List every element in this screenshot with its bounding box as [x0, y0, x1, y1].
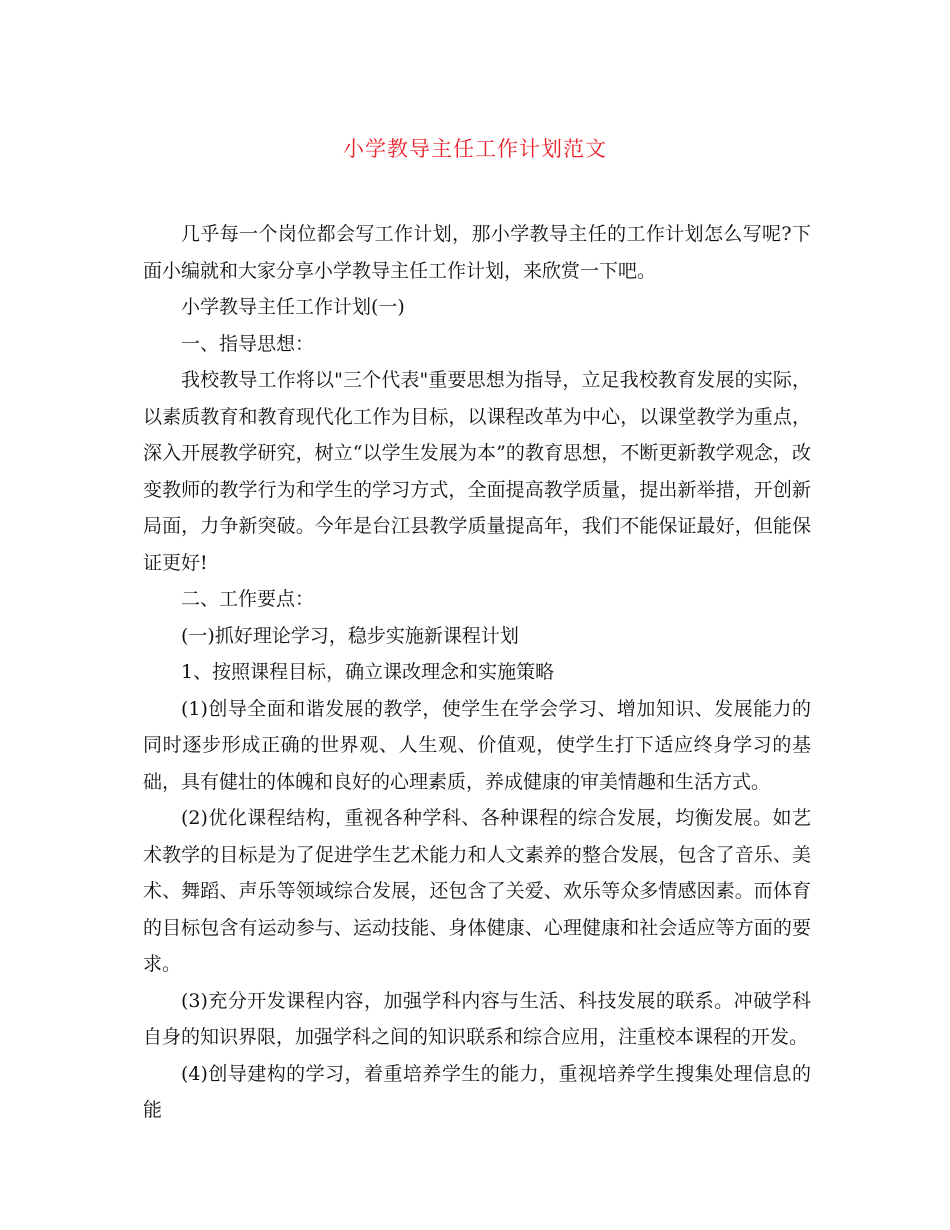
section-heading-plan-one: 小学教导主任工作计划(一) [181, 296, 405, 318]
document-title: 小学教导主任工作计划范文 [343, 137, 607, 161]
paragraph-point-4: (4)创导建构的学习，着重培养学生的能力，重视培养学生搜集处理信息的能 [143, 1062, 811, 1121]
heading-guiding-ideology: 一、指导思想： [181, 332, 315, 355]
document-body [143, 216, 811, 1129]
paragraph-intro: 几乎每一个岗位都会写工作计划，那小学教导主任的工作计划怎么写呢?下面小编就和大家分享小学教导主任工作计划，来欣赏一下吧。 [143, 223, 811, 282]
subheading-theory-study: (一)抓好理论学习，稳步实施新课程计划 [181, 624, 519, 647]
paragraph-guiding-ideology: 我校教导工作将以"三个代表"重要思想为指导，立足我校教育发展的实际，以素质教育和教育现代化工作为目标，以课程改革为中心，以课堂教学为重点，深入开展教学研究，树立“以学生发展为本”的教育思想，不断更新教学观念，改变教师的教学行为和学生的学习方式，全面提高教学质量，提出新举措，开创新局面，力争新突破。今年是台江县教学质量提高年，我们不能保证最好，但能保证更好! [143, 369, 811, 574]
heading-work-points: 二、工作要点： [181, 588, 315, 610]
item-curriculum-goals: 1、按照课程目标，确立课改理念和实施策略 [181, 661, 555, 683]
paragraph-point-1: (1)创导全面和谐发展的教学，使学生在学会学习、增加知识、发展能力的同时逐步形成正确的世界观、人生观、价值观，使学生打下适应终身学习的基础，具有健壮的体魄和良好的心理素质，养成健康的审美情趣和生活方式。 [143, 697, 811, 793]
paragraph-point-2: (2)优化课程结构，重视各种学科、各种课程的综合发展，均衡发展。如艺术教学的目标是为了促进学生艺术能力和人文素养的整合发展，包含了音乐、美术、舞蹈、声乐等领域综合发展，还包含了关爱、欢乐等众多情感因素。而体育的目标包含有运动参与、运动技能、身体健康、心理健康和社会适应等方面的要求。 [143, 807, 811, 975]
paragraph-point-3: (3)充分开发课程内容，加强学科内容与生活、科技发展的联系。冲破学科自身的知识界限，加强学科之间的知识联系和综合应用，注重校本课程的开发。 [143, 989, 811, 1048]
